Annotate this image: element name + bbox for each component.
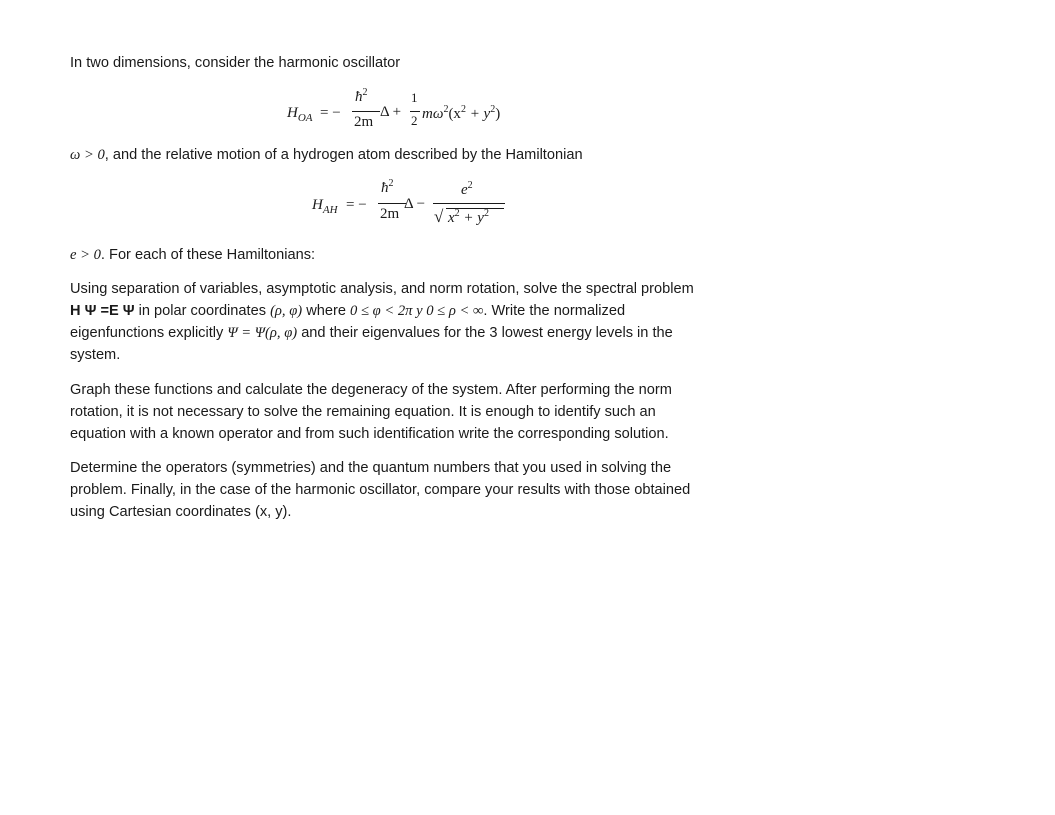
para3-line-a: Determine the operators (symmetries) and the quantum numbers that you used in solving the: [70, 460, 672, 476]
eq2-lhs: $H_{AH}$: [312, 197, 338, 216]
para1-line-a: Using separation of variables, asymptotic analysis, and norm rotation, solve the spectral problem: [70, 281, 694, 297]
eq1-lhs: $H_{OA}$: [287, 105, 313, 124]
para2-line-a: Graph these functions and calculate the degeneracy of the system. After performing the norm: [70, 382, 672, 398]
eq1-numerator: $ħ^2$: [355, 87, 368, 105]
para2-line-b: rotation, it is not necessary to solve the remaining equation. It is enough to identify such an: [70, 404, 656, 420]
paragraph-1: [70, 278, 750, 366]
line3-text: e > 0. For each of these Hamiltonians:: [70, 247, 316, 263]
para3-line-b: problem. Finally, in the case of the harmonic oscillator, compare your results with those obtained: [70, 482, 691, 498]
eq2-fraction-bar-2: [433, 203, 505, 204]
intro-text: In two dimensions, consider the harmonic oscillator: [70, 55, 401, 71]
eq2-delta-minus: Δ −: [404, 196, 426, 212]
sqrt-symbol-icon: √: [434, 207, 444, 226]
eq2-e-numerator: $e^2$: [461, 180, 473, 198]
eq1-half-num: 1: [411, 90, 418, 105]
equation-hydrogen-atom: [0, 0, 1055, 240]
eq1-denominator: 2m: [354, 114, 374, 130]
eq1-term: $m\omega^2(x^2 + y^2)$: [422, 104, 501, 122]
eq1-equals-minus: = −: [320, 105, 341, 121]
eq2-equals-minus: = −: [346, 197, 367, 213]
eq2-radicand: $x^2 + y^2$: [448, 208, 489, 226]
eq2-fraction-bar: [378, 203, 406, 204]
line2-text: ω > 0, and the relative motion of a hydrogen atom described by the Hamiltonian: [70, 147, 583, 163]
paragraph-3: [70, 457, 750, 523]
eq1-delta-plus: Δ +: [380, 104, 402, 120]
eq1-half-den: 2: [411, 113, 418, 128]
para1-line-d: system.: [70, 347, 121, 363]
eq2-numerator: $ħ^2$: [381, 178, 394, 196]
paragraph-2: [70, 379, 750, 445]
para1-line-c: eigenfunctions explicitly Ψ = Ψ(ρ, φ) and their eigenvalues for the 3 lowest energy levels in the: [70, 325, 673, 341]
para2-line-c: equation with a known operator and from such identification write the corresponding solution.: [70, 426, 669, 442]
para1-line-b: H Ψ =E Ψ in polar coordinates (ρ, φ) where 0 ≤ φ < 2π y 0 ≤ ρ < ∞. Write the normalized: [70, 303, 626, 319]
para3-line-c: using Cartesian coordinates (x, y).: [70, 504, 292, 520]
eq2-denominator: 2m: [380, 206, 400, 222]
